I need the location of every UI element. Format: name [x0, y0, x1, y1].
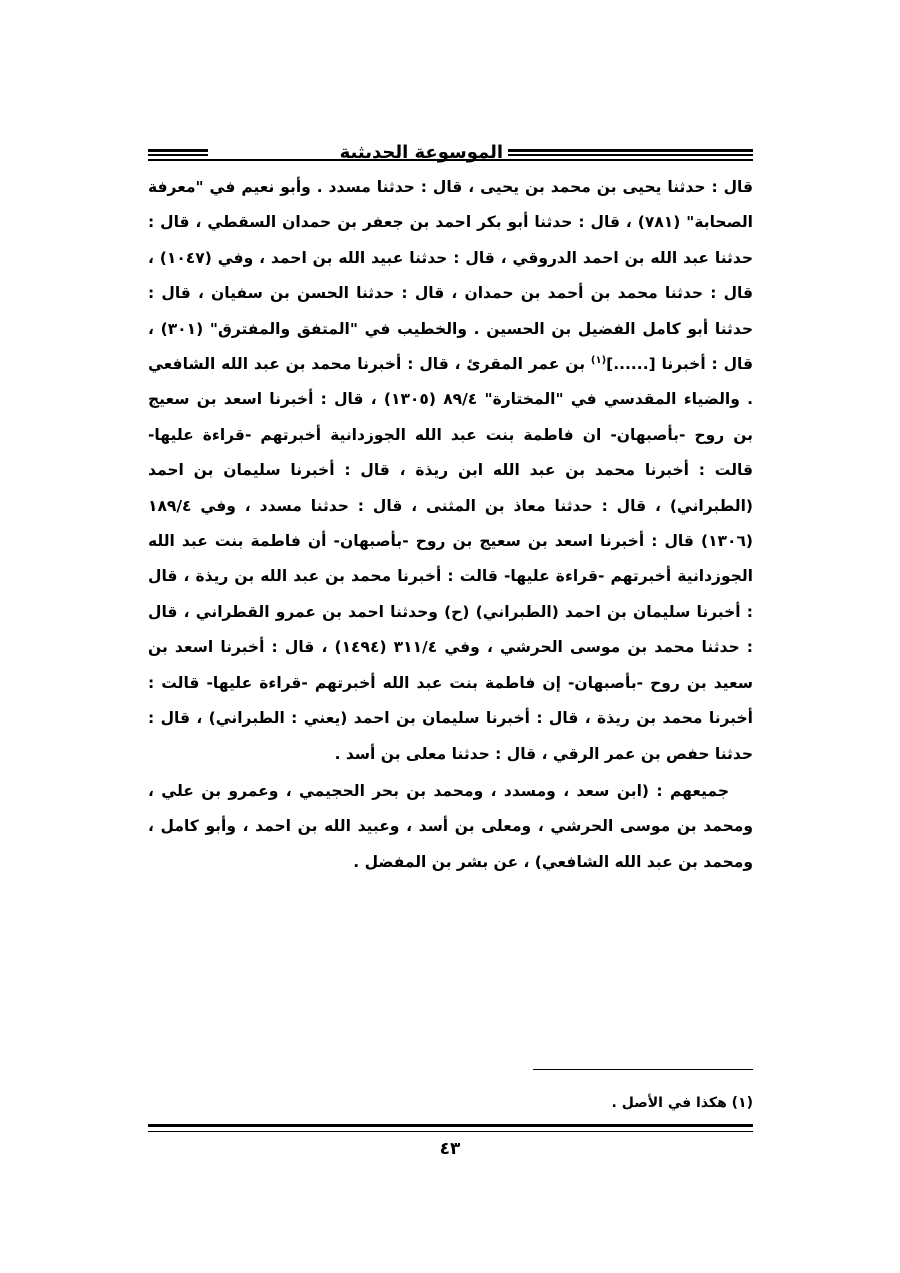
footnote-reference[interactable]: (١) [590, 354, 607, 366]
footnote-text: (١) هكذا في الأصل . [611, 1095, 753, 1111]
page-header [148, 140, 753, 170]
paragraph-1-part-b: بن عمر المقرئ ، قال : أخبرنا محمد بن عبد الله الشافعي . والضياء المقدسي في "المختارة" ٨٩/٤ (١٣٠٥) ، قال : أخبرنا اسعد بن سعيج بن روح -بأصبهان- ان فاطمة بنت عبد الله الجوزدانية أخبرتهم -قراءة عليها- قالت : أخبرنا محمد بن عبد الله ابن ريذة ، قال : أخبرنا سليمان بن احمد (الطبراني) ، قال : حدثنا معاذ بن المثنى ، قال : حدثنا مسدد ، وفي ١٨٩/٤ (١٣٠٦) قال : أخبرنا اسعد بن سعيج بن روح -بأصبهان- أن فاطمة بنت عبد الله الجوزدانية أخبرتهم -قراءة عليها- قالت : أخبرنا محمد بن عبد الله بن ريذة ، قال : أخبرنا سليمان بن احمد (الطبراني) (ح) وحدثنا احمد بن عمرو القطراني ، قال : حدثنا محمد بن موسى الحرشي ، وفي ٣١١/٤ (١٤٩٤) ، قال : أخبرنا اسعد بن سعيد بن روح -بأصبهان- إن فاطمة بنت عبد الله أخبرتهم -قراءة عليها- قالت : أخبرنا محمد بن ريذة ، قال : أخبرنا سليمان بن احمد (يعني : الطبراني) ، قال : حدثنا حفص بن عمر الرقي ، قال : حدثنا معلى بن أسد . [148, 355, 753, 763]
header-rule-left [148, 149, 208, 156]
body-text [148, 170, 753, 880]
page-number: ٤٣ [439, 1139, 461, 1159]
paragraph-1-part-a: قال : حدثنا يحيى بن محمد بن يحيى ، قال : حدثنا مسدد . وأبو نعيم في "معرفة الصحابة" (٧٨١) ، قال : حدثنا أبو بكر احمد بن جعفر بن حمدان السقطي ، قال : حدثنا عبد الله بن احمد الدروقي ، قال : حدثنا عبيد الله بن احمد ، وفي (١٠٤٧) ، قال : حدثنا محمد بن أحمد بن حمدان ، قال : حدثنا الحسن بن سفيان ، قال : حدثنا أبو كامل الفضيل بن الحسين . والخطيب في "المتفق والمفترق" (٣٠١) ، قال : أخبرنا [......] [148, 178, 753, 374]
paragraph-1 [148, 170, 753, 772]
paragraph-2: جميعهم : (ابن سعد ، ومسدد ، ومحمد بن بحر الحجيمي ، وعمرو بن علي ، ومحمد بن موسى الحرشي ، ومعلى بن أسد ، وعبيد الله بن احمد ، وأبو كامل ، ومحمد بن عبد الله الشافعي) ، عن بشر بن المفضل . [148, 781, 753, 871]
footer-rule-top [148, 1124, 753, 1127]
header-rule-right [508, 149, 753, 156]
footer-rule-bottom [148, 1131, 753, 1132]
footnote-separator [533, 1069, 753, 1070]
header-title: الموسوعة الحديثية [339, 142, 503, 163]
